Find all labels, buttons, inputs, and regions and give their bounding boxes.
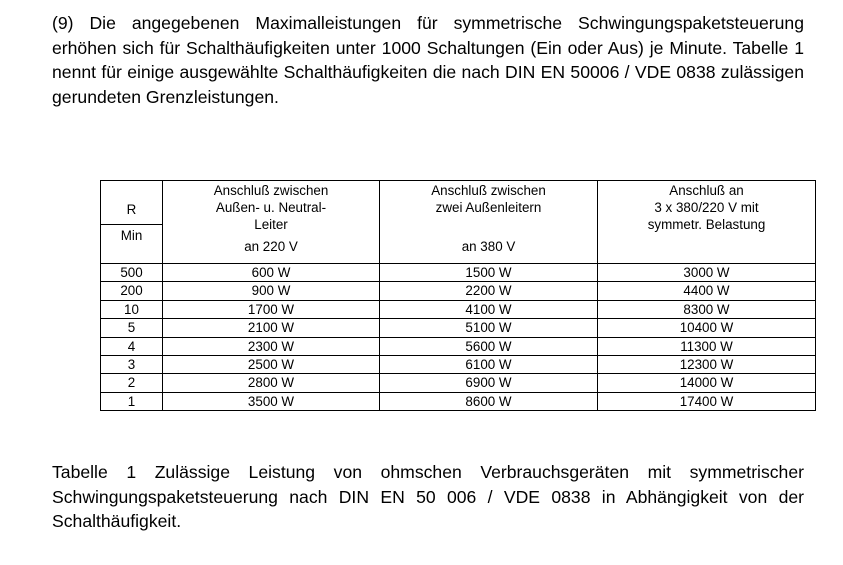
power-380v-cell: 5600 W	[380, 337, 598, 355]
header-col4-line-1: Anschluß an	[669, 183, 744, 198]
table-row	[101, 282, 816, 300]
header-col2-line-1: Anschluß zwischen	[213, 183, 329, 198]
header-r-cell	[101, 181, 163, 225]
table-row	[101, 300, 816, 318]
power-380v-cell: 5100 W	[380, 319, 598, 337]
rate-cell: 4	[101, 337, 163, 355]
rate-cell: 200	[101, 282, 163, 300]
rate-cell: 3	[101, 355, 163, 373]
header-min-cell	[101, 224, 163, 263]
header-three-phase	[598, 181, 816, 264]
power-3phase-cell: 3000 W	[598, 264, 816, 282]
power-380v-cell: 1500 W	[380, 264, 598, 282]
table-row	[101, 264, 816, 282]
header-col4-line-3: symmetr. Belastung	[647, 217, 766, 232]
power-3phase-cell: 10400 W	[598, 319, 816, 337]
table-row	[101, 319, 816, 337]
header-min-label: Min	[120, 227, 143, 243]
header-r-label: R	[126, 201, 137, 217]
intro-paragraph: (9) Die angegebenen Maximalleistungen für symmetrische Schwingungspaketsteuerung erhöhen sich für Schalthäufigkeiten unter 1000 Schaltungen (Ein oder Aus) je Minute. Tabelle 1 nennt für einige ausgewählte Schalthäufigkeiten die nach DIN EN 50006 / VDE 0838 zulässigen gerundeten Grenzleistungen.	[52, 13, 804, 107]
header-outer-conductors	[380, 181, 598, 264]
power-380v-cell: 6900 W	[380, 374, 598, 392]
power-3phase-cell: 8300 W	[598, 300, 816, 318]
header-col2-line-2: Außen- u. Neutral-	[215, 200, 327, 215]
rate-cell: 10	[101, 300, 163, 318]
table-row	[101, 374, 816, 392]
table-row	[101, 392, 816, 410]
header-col3-line-1: Anschluß zwischen	[431, 183, 546, 198]
header-col3-line-2: zwei Außenleitern	[435, 200, 542, 215]
power-220v-cell: 600 W	[163, 264, 380, 282]
power-380v-cell: 4100 W	[380, 300, 598, 318]
power-220v-cell: 2300 W	[163, 337, 380, 355]
header-neutral-connection	[163, 181, 380, 264]
power-220v-cell: 2500 W	[163, 355, 380, 373]
power-220v-cell: 900 W	[163, 282, 380, 300]
power-220v-cell: 1700 W	[163, 300, 380, 318]
power-3phase-cell: 12300 W	[598, 355, 816, 373]
table-row	[101, 355, 816, 373]
power-220v-cell: 2800 W	[163, 374, 380, 392]
table-row	[101, 337, 816, 355]
rate-cell: 500	[101, 264, 163, 282]
header-col2-voltage: an 220 V	[244, 239, 298, 254]
table-caption: Tabelle 1 Zulässige Leistung von ohmschen Verbrauchsgeräten mit symmetrischer Schwingungspaketsteuerung nach DIN EN 50 006 / VDE 0838 in Abhängigkeit von der Schalthäufigkeit.	[52, 462, 804, 531]
power-380v-cell: 2200 W	[380, 282, 598, 300]
rate-cell: 5	[101, 319, 163, 337]
power-3phase-cell: 11300 W	[598, 337, 816, 355]
power-limits-table	[100, 180, 816, 411]
header-col3-voltage: an 380 V	[461, 239, 516, 254]
power-220v-cell: 2100 W	[163, 319, 380, 337]
header-col4-line-2: 3 x 380/220 V mit	[654, 200, 759, 215]
rate-cell: 1	[101, 392, 163, 410]
power-380v-cell: 6100 W	[380, 355, 598, 373]
power-220v-cell: 3500 W	[163, 392, 380, 410]
header-col2-line-3: Leiter	[254, 217, 288, 232]
power-380v-cell: 8600 W	[380, 392, 598, 410]
rate-cell: 2	[101, 374, 163, 392]
power-3phase-cell: 4400 W	[598, 282, 816, 300]
power-3phase-cell: 17400 W	[598, 392, 816, 410]
power-3phase-cell: 14000 W	[598, 374, 816, 392]
